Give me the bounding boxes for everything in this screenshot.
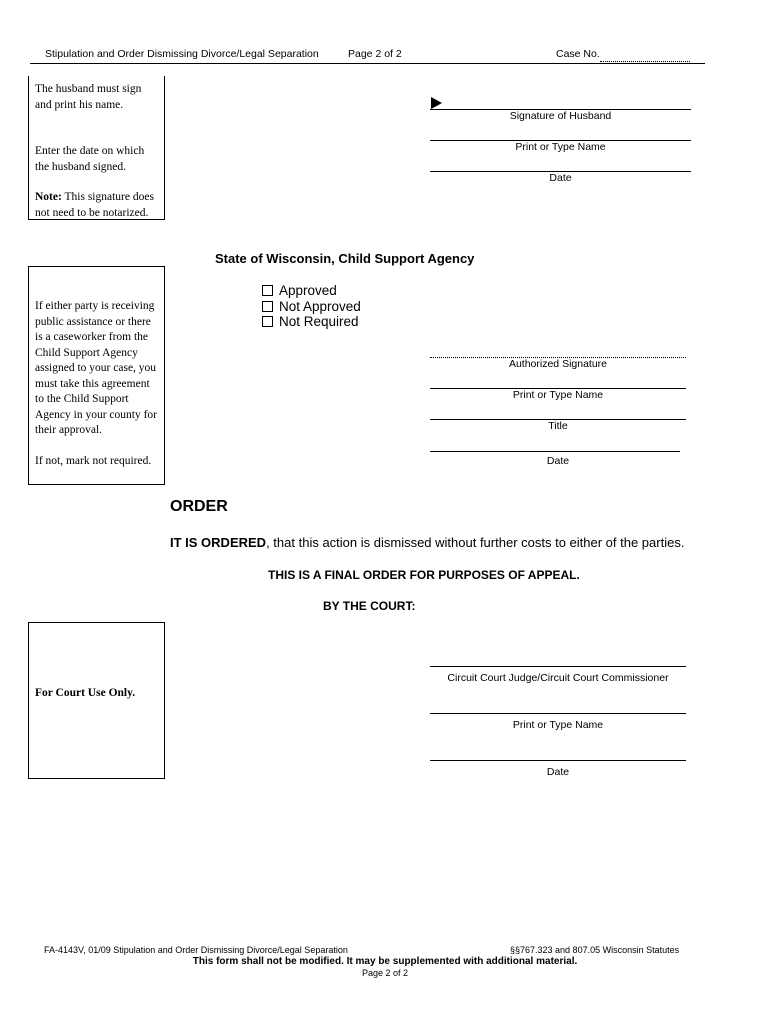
authorized-signature-label: Authorized Signature <box>508 358 608 370</box>
case-number-field[interactable] <box>600 61 690 62</box>
husband-print-name-label: Print or Type Name <box>515 141 606 153</box>
judge-signature-label: Circuit Court Judge/Circuit Court Commissioner <box>447 672 669 684</box>
judge-date-line[interactable] <box>430 760 686 761</box>
header-rule <box>30 63 705 64</box>
court-use-text: For Court Use Only. <box>35 687 136 699</box>
case-number-text: Case No. <box>556 48 600 60</box>
agency-not-required-text: If not, mark not required. <box>35 454 152 467</box>
order-statement-rest: , that this action is dismissed without further costs to either of the parties. <box>266 535 685 550</box>
order-statement <box>170 535 684 550</box>
order-statement-bold: IT IS ORDERED <box>170 535 267 550</box>
footer-form-id: FA-4143V, 01/09 Stipulation and Order Dismissing Divorce/Legal Separation <box>44 945 348 955</box>
agency-instructions-box <box>28 266 165 485</box>
agency-print-name-label: Print or Type Name <box>512 389 604 401</box>
by-the-court: BY THE COURT: <box>323 599 416 613</box>
checkbox-not-approved-label: Not Approved <box>279 298 361 314</box>
note-text: This signature does not need to be notarized. <box>35 191 154 219</box>
note-label: Note: <box>35 191 62 203</box>
checkbox-approved[interactable] <box>262 283 361 299</box>
husband-signature-label: Signature of Husband <box>509 110 612 122</box>
agency-date-line[interactable] <box>430 451 680 452</box>
notary-note <box>35 190 158 221</box>
husband-sign-instruction: The husband must sign and print his name. <box>35 83 142 111</box>
court-use-box <box>28 622 165 779</box>
checkbox-not-approved[interactable] <box>262 299 361 315</box>
husband-date-instruction: Enter the date on which the husband signed. <box>35 145 145 173</box>
agency-date-label: Date <box>546 455 570 467</box>
order-heading: ORDER <box>170 498 228 515</box>
footer-notice: This form shall not be modified. It may be supplemented with additional material. <box>192 956 578 967</box>
case-number-label <box>556 48 600 60</box>
checkbox-approved-box[interactable] <box>262 285 273 296</box>
final-order-notice: THIS IS A FINAL ORDER FOR PURPOSES OF APPEAL. <box>268 568 580 582</box>
checkbox-not-approved-box[interactable] <box>262 301 273 312</box>
footer-page: Page 2 of 2 <box>361 968 409 978</box>
checkbox-not-required-box[interactable] <box>262 316 273 327</box>
agency-checkbox-group <box>262 283 361 330</box>
checkbox-not-required-label: Not Required <box>279 314 359 330</box>
header-title: Stipulation and Order Dismissing Divorce/Legal Separation <box>45 48 319 60</box>
checkbox-not-required[interactable] <box>262 314 361 330</box>
header-page: Page 2 of 2 <box>348 48 402 60</box>
agency-title-label: Title <box>548 420 568 432</box>
husband-instructions-box <box>28 76 165 220</box>
judge-print-name-label: Print or Type Name <box>512 719 604 731</box>
footer-statutes: §§767.323 and 807.05 Wisconsin Statutes <box>510 945 680 955</box>
agency-title: State of Wisconsin, Child Support Agency <box>215 251 475 266</box>
judge-signature-line[interactable] <box>430 666 686 667</box>
sign-here-arrow-icon <box>431 97 442 109</box>
judge-print-name-line[interactable] <box>430 713 686 714</box>
husband-date-label: Date <box>549 172 572 184</box>
agency-instruction-text: If either party is receiving public assistance or there is a caseworker from the Child Support Agency assigned to your case, you must take this agreement to the Child Support Agency in your county for their approval. <box>35 300 157 436</box>
judge-date-label: Date <box>546 766 570 778</box>
checkbox-approved-label: Approved <box>279 283 337 299</box>
